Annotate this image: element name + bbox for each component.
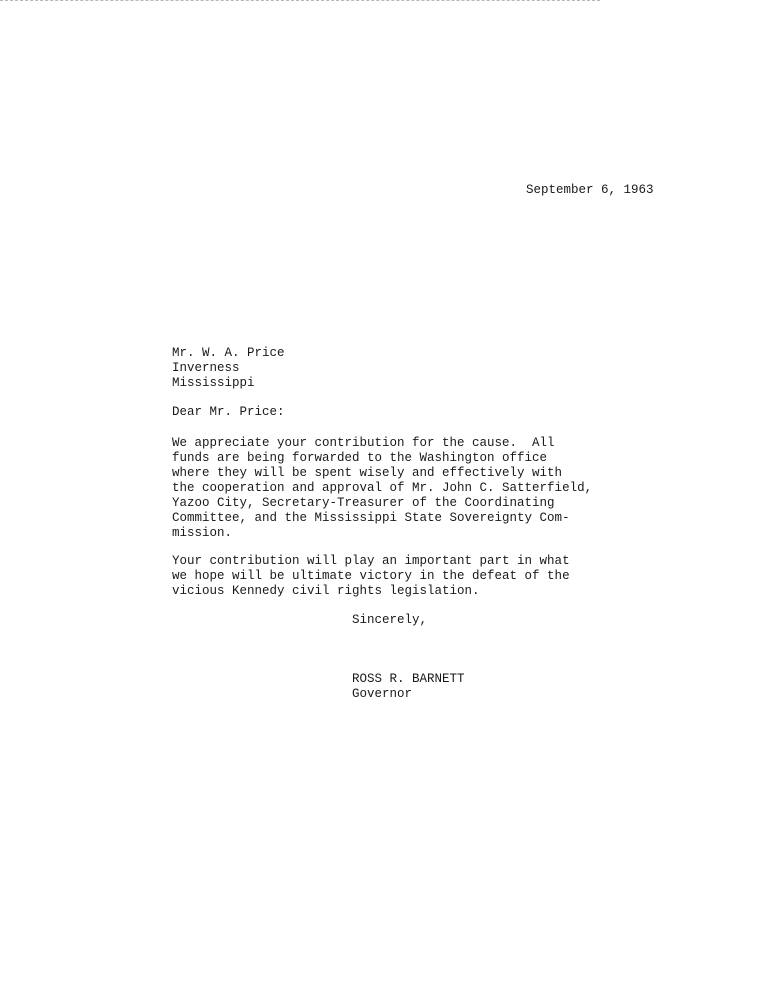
closing: Sincerely, [352, 613, 428, 627]
recipient-name: Mr. W. A. Price [172, 346, 285, 360]
paragraph-line: We appreciate your contribution for the cause. All [172, 436, 555, 450]
paragraph-line: mission. [172, 526, 233, 540]
paragraph-line: the cooperation and approval of Mr. John C. Satterfield, [172, 481, 593, 495]
paragraph-line: funds are being forwarded to the Washington office [172, 451, 548, 465]
page-top-edge [0, 0, 600, 1]
salutation: Dear Mr. Price: [172, 405, 285, 419]
paragraph-line: Your contribution will play an important part in what [172, 554, 570, 568]
signature-block [352, 672, 465, 702]
paragraph-line: Yazoo City, Secretary-Treasurer of the Coordinating [172, 496, 555, 510]
recipient-city: Inverness [172, 361, 240, 375]
paragraph-line: vicious Kennedy civil rights legislation. [172, 584, 480, 598]
paragraph-line: Committee, and the Mississippi State Sovereignty Com- [172, 511, 570, 525]
body-paragraph-1 [172, 436, 592, 541]
signer-title: Governor [352, 687, 413, 701]
paragraph-line: we hope will be ultimate victory in the defeat of the [172, 569, 570, 583]
letter-date: September 6, 1963 [526, 183, 654, 197]
signer-name: ROSS R. BARNETT [352, 672, 465, 686]
recipient-address [172, 346, 285, 391]
body-paragraph-2 [172, 554, 570, 599]
paragraph-line: where they will be spent wisely and effectively with [172, 466, 563, 480]
recipient-state: Mississippi [172, 376, 255, 390]
